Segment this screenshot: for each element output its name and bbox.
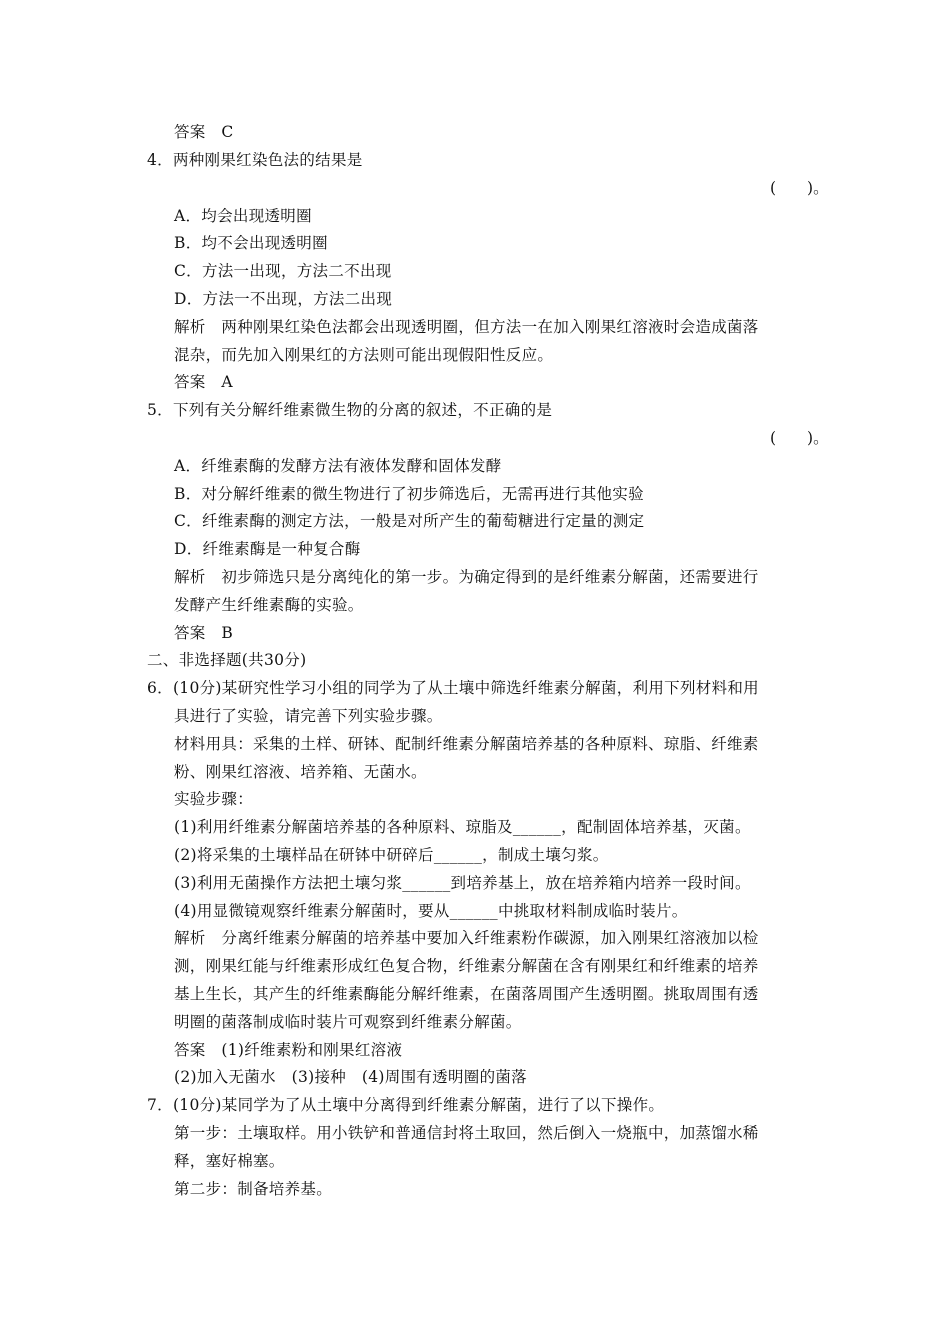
question-7-step-1-line-1: 第一步：土壤取样。用小铁铲和普通信封将土取回，然后倒入一烧瓶中，加蒸馏水稀	[174, 1124, 759, 1142]
question-6-materials-line-1: 材料用具：采集的土样、研钵、配制纤维素分解菌培养基的各种原料、琼脂、纤维素	[174, 735, 759, 753]
question-5-option-c: C．纤维素酶的测定方法，一般是对所产生的葡萄糖进行定量的测定	[174, 512, 645, 530]
question-5-option-b: B．对分解纤维素的微生物进行了初步筛选后，无需再进行其他实验	[174, 485, 644, 503]
question-7-step-1-line-2: 释，塞好棉塞。	[174, 1152, 285, 1170]
question-6-analysis-line-1: 解析 分离纤维素分解菌的培养基中要加入纤维素粉作碳源，加入刚果红溶液加以检	[174, 929, 759, 947]
question-4-stem: 4．两种刚果红染色法的结果是	[147, 151, 363, 169]
answer-6-line-1: 答案 (1)纤维素粉和刚果红溶液	[174, 1041, 403, 1059]
question-6-stem-line-1: 6．(10分)某研究性学习小组的同学为了从土壤中筛选纤维素分解菌，利用下列材料和用	[147, 679, 759, 697]
question-6-step-3: (3)利用无菌操作方法把土壤匀浆______到培养基上，放在培养箱内培养一段时间。	[174, 874, 751, 892]
question-4-analysis-line-2: 混杂，而先加入刚果红的方法则可能出现假阳性反应。	[174, 346, 554, 364]
question-6-step-4: (4)用显微镜观察纤维素分解菌时，要从______中挑取材料制成临时装片。	[174, 902, 688, 920]
question-4-option-c: C．方法一出现，方法二不出现	[174, 262, 392, 280]
question-5-analysis-line-1: 解析 初步筛选只是分离纯化的第一步。为确定得到的是纤维素分解菌，还需要进行	[174, 568, 759, 586]
question-5-analysis-line-2: 发酵产生纤维素酶的实验。	[174, 596, 364, 614]
section-heading: 二、非选择题(共30分)	[147, 651, 307, 669]
question-4-analysis-line-1: 解析 两种刚果红染色法都会出现透明圈，但方法一在加入刚果红溶液时会造成菌落	[174, 318, 759, 336]
question-6-step-1: (1)利用纤维素分解菌培养基的各种原料、琼脂及______，配制固体培养基，灭菌。	[174, 818, 751, 836]
question-5-option-a: A．纤维素酶的发酵方法有液体发酵和固体发酵	[174, 457, 502, 475]
question-6-analysis-line-2: 测，刚果红能与纤维素形成红色复合物，纤维素分解菌在含有刚果红和纤维素的培养	[174, 957, 759, 975]
question-6-materials-line-2: 粉、刚果红溶液、培养箱、无菌水。	[174, 763, 427, 781]
question-5-stem: 5．下列有关分解纤维素微生物的分离的叙述，不正确的是	[147, 401, 553, 419]
question-7-step-2: 第二步：制备培养基。	[174, 1180, 333, 1198]
answer-6-line-2: (2)加入无菌水 (3)接种 (4)周围有透明圈的菌落	[174, 1068, 527, 1086]
question-4-option-a: A．均会出现透明圈	[174, 207, 312, 225]
question-6-analysis-line-3: 基上生长，其产生的纤维素酶能分解纤维素，在菌落周围产生透明圈。挑取周围有透	[174, 985, 759, 1003]
question-5-option-d: D．纤维素酶是一种复合酶	[174, 540, 361, 558]
answer-5: 答案 B	[174, 624, 234, 642]
question-4-option-d: D．方法一不出现，方法二出现	[174, 290, 393, 308]
answer-3: 答案 C	[174, 123, 234, 141]
question-7-stem: 7．(10分)某同学为了从土壤中分离得到纤维素分解菌，进行了以下操作。	[147, 1096, 665, 1114]
question-6-analysis-line-4: 明圈的菌落制成临时装片可观察到纤维素分解菌。	[174, 1013, 522, 1031]
question-6-step-2: (2)将采集的土壤样品在研钵中研碎后______，制成土壤匀浆。	[174, 846, 609, 864]
question-4-blank: ( )。	[770, 179, 829, 197]
question-6-stem-line-2: 具进行了实验，请完善下列实验步骤。	[174, 707, 443, 725]
answer-4: 答案 A	[174, 373, 233, 391]
question-5-blank: ( )。	[770, 429, 829, 447]
question-6-steps-label: 实验步骤：	[174, 790, 254, 808]
question-4-option-b: B．均不会出现透明圈	[174, 234, 328, 252]
